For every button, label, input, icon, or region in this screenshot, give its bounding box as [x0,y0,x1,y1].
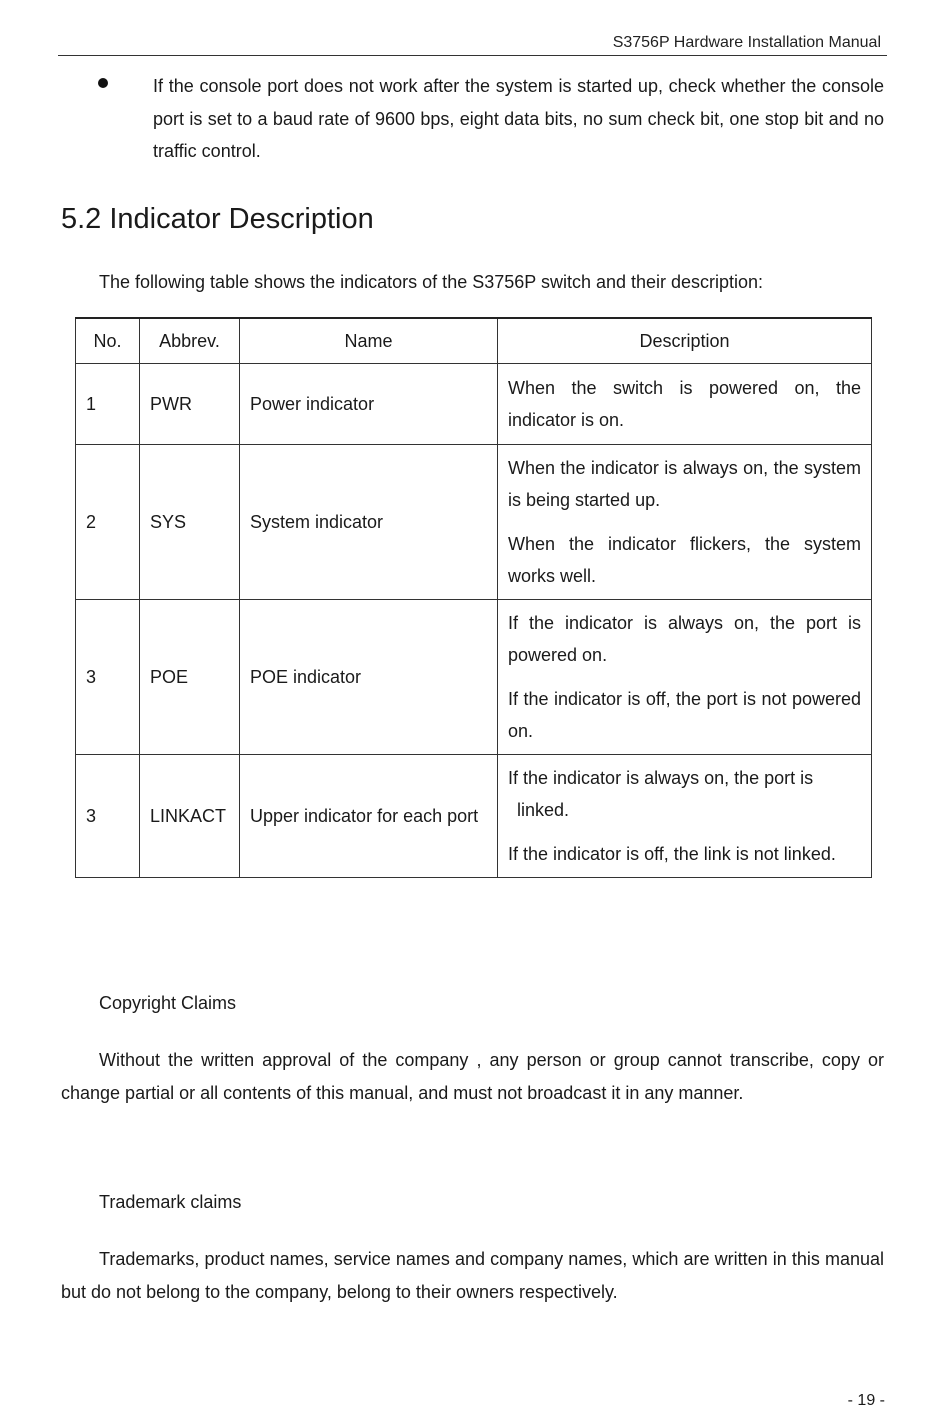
indicator-table [75,317,872,878]
section-intro: The following table shows the indicators of the S3756P switch and their description: [99,272,764,292]
cell-abbrev: PWR [140,364,240,445]
cell-abbrev: LINKACT [140,755,240,878]
table-row [76,364,872,445]
section-title: 5.2 Indicator Description [61,203,374,235]
cell-name: Upper indicator for each port [240,755,498,878]
column-header-no: No. [76,318,140,364]
description-line: When the indicator flickers, the system works well. [508,533,861,586]
cell-name: Power indicator [240,364,498,445]
trademark-text: Trademarks, product names, service names and company names, which are written in this manual but do not belong to the company, belong to their owners respectively. [61,1249,884,1302]
cell-description [498,364,872,445]
header-title: S3756P Hardware Installation Manual [612,34,881,51]
description-line: If the indicator is off, the port is not powered on. [508,688,861,741]
cell-description [498,445,872,600]
page-number: - 19 - [847,1392,885,1409]
column-header-description: Description [498,318,872,364]
description-line-part: If the indicator is always on, the port is [508,767,814,788]
bullet-text: If the console port does not work after the system is started up, check whether the console port is set to a baud rate of 9600 bps, eight data bits, no sum check bit, one stop bit and no traffic control. [153,76,884,161]
cell-no: 2 [76,445,140,600]
bullet-dot-icon [98,78,108,88]
description-line [508,762,861,827]
cell-description [498,600,872,755]
description-line: If the indicator is off, the link is not linked. [508,843,836,864]
description-line: If the indicator is always on, the port is powered on. [508,612,861,665]
cell-name: POE indicator [240,600,498,755]
column-header-abbrev: Abbrev. [140,318,240,364]
copyright-text: Without the written approval of the company , any person or group cannot transcribe, copy or change partial or all contents of this manual, and must not broadcast it in any manner. [61,1050,884,1103]
description-line-part: linked. [517,800,570,821]
cell-abbrev: SYS [140,445,240,600]
table-header-row [76,318,872,364]
cell-no: 3 [76,600,140,755]
cell-abbrev: POE [140,600,240,755]
table-row [76,600,872,755]
copyright-title: Copyright Claims [99,993,237,1013]
table-row [76,755,872,878]
column-header-name: Name [240,318,498,364]
cell-description [498,755,872,878]
description-line: When the switch is powered on, the indicator is on. [508,377,861,430]
table-row [76,445,872,600]
cell-no: 1 [76,364,140,445]
trademark-title: Trademark claims [99,1192,242,1212]
description-line: When the indicator is always on, the system is being started up. [508,457,861,510]
cell-no: 3 [76,755,140,878]
page-header [58,33,887,56]
cell-name: System indicator [240,445,498,600]
